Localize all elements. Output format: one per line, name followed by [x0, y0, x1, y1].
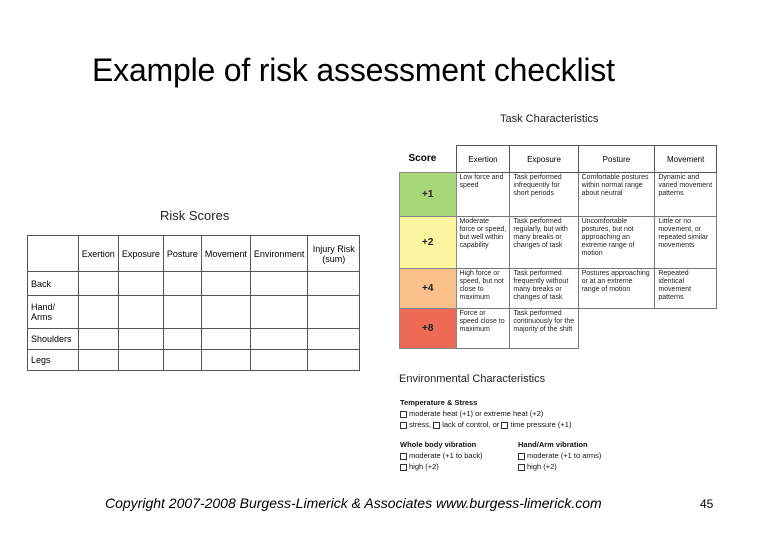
lack-of-control-option: lack of control, or [442, 420, 500, 429]
risk-col-header: Exposure [118, 236, 163, 272]
risk-cell[interactable] [250, 350, 308, 371]
risk-cell[interactable] [250, 329, 308, 350]
score-cell: +4 [400, 269, 457, 309]
task-cell: Moderate force or speed, but well within capability [456, 217, 510, 269]
risk-cell[interactable] [78, 329, 118, 350]
risk-row-label: Legs [28, 350, 79, 371]
risk-row [28, 329, 360, 350]
risk-cell[interactable] [78, 296, 118, 329]
risk-col-header: Posture [163, 236, 201, 272]
task-row [400, 173, 717, 217]
page-number: 45 [700, 497, 714, 511]
task-col-header: Exertion [456, 146, 510, 173]
task-cell: Force or speed close to maximum [456, 309, 510, 349]
environmental-heading: Environmental Characteristics [399, 373, 546, 385]
hav-option: high (+2) [527, 462, 557, 471]
checkbox-icon[interactable] [433, 422, 440, 429]
risk-cell[interactable] [163, 296, 201, 329]
risk-cell[interactable] [78, 350, 118, 371]
risk-cell[interactable] [118, 329, 163, 350]
score-cell: +8 [400, 309, 457, 349]
task-cell: Uncomfortable postures, but not approaching an extreme range of motion [578, 217, 655, 269]
risk-row [28, 350, 360, 371]
task-cell: Low force and speed [456, 173, 510, 217]
task-cell-empty [578, 309, 655, 349]
task-row [400, 217, 717, 269]
risk-row [28, 272, 360, 296]
hav-option: moderate (+1 to arms) [527, 451, 602, 460]
checkbox-icon[interactable] [400, 453, 407, 460]
risk-row-label: Hand/ Arms [28, 296, 79, 329]
score-cell: +2 [400, 217, 457, 269]
risk-row-label: Back [28, 272, 79, 296]
risk-cell[interactable] [201, 329, 250, 350]
task-characteristics-table [399, 145, 717, 349]
copyright-footer: Copyright 2007-2008 Burgess-Limerick & Associates www.burgess-limerick.com [105, 495, 602, 511]
risk-cell[interactable] [118, 296, 163, 329]
task-cell: Repeated identical movement patterns [655, 269, 717, 309]
task-cell: Dynamic and varied movement patterns [655, 173, 717, 217]
task-cell: High force or speed, but not close to maximum [456, 269, 510, 309]
risk-cell[interactable] [308, 272, 360, 296]
checkbox-icon[interactable] [518, 464, 525, 471]
wbv-option: high (+2) [409, 462, 439, 471]
risk-scores-heading: Risk Scores [160, 208, 230, 223]
risk-col-header: Exertion [78, 236, 118, 272]
wbv-option: moderate (+1 to back) [409, 451, 483, 460]
risk-col-header: Movement [201, 236, 250, 272]
stress-option: stress, [409, 420, 432, 429]
risk-col-header: Environment [250, 236, 308, 272]
risk-cell[interactable] [250, 272, 308, 296]
risk-col-header [28, 236, 79, 272]
checkbox-icon[interactable] [400, 411, 407, 418]
risk-scores-table [27, 235, 360, 371]
task-row [400, 269, 717, 309]
whole-body-vibration-title: Whole body vibration [400, 440, 477, 449]
risk-cell[interactable] [308, 329, 360, 350]
checkbox-icon[interactable] [501, 422, 508, 429]
checkbox-icon[interactable] [400, 422, 407, 429]
risk-cell[interactable] [308, 350, 360, 371]
task-cell: Comfortable postures within normal range about neutral [578, 173, 655, 217]
risk-cell[interactable] [163, 329, 201, 350]
task-characteristics-heading: Task Characteristics [500, 113, 599, 125]
checkbox-icon[interactable] [400, 464, 407, 471]
risk-row-label: Shoulders [28, 329, 79, 350]
risk-cell[interactable] [201, 350, 250, 371]
task-cell-empty [655, 309, 717, 349]
slide-title: Example of risk assessment checklist [92, 52, 615, 88]
risk-cell[interactable] [163, 350, 201, 371]
whole-body-vibration-section [400, 439, 483, 472]
time-pressure-option: time pressure (+1) [510, 420, 572, 429]
risk-row [28, 296, 360, 329]
risk-cell[interactable] [201, 296, 250, 329]
score-header: Score [408, 153, 437, 165]
task-cell: Task performed infrequently for short periods [510, 173, 578, 217]
task-cell: Postures approaching or at an extreme range of motion [578, 269, 655, 309]
checkbox-icon[interactable] [518, 453, 525, 460]
task-col-header: Posture [578, 146, 655, 173]
risk-col-header: Injury Risk (sum) [308, 236, 360, 272]
score-cell: +1 [400, 173, 457, 217]
task-cell: Task performed continuously for the majority of the shift [510, 309, 578, 349]
hand-arm-vibration-title: Hand/Arm vibration [518, 440, 588, 449]
risk-cell[interactable] [78, 272, 118, 296]
risk-cell[interactable] [118, 272, 163, 296]
risk-cell[interactable] [250, 296, 308, 329]
task-cell: Task performed frequently without many breaks or changes of task [510, 269, 578, 309]
risk-cell[interactable] [308, 296, 360, 329]
task-col-header: Exposure [510, 146, 578, 173]
hand-arm-vibration-section [518, 439, 601, 472]
task-col-header: Movement [655, 146, 717, 173]
risk-cell[interactable] [118, 350, 163, 371]
temperature-stress-section [400, 397, 571, 430]
risk-cell[interactable] [163, 272, 201, 296]
temperature-stress-title: Temperature & Stress [400, 398, 478, 407]
task-cell: Task performed regularly, but with many breaks or changes of task [510, 217, 578, 269]
task-cell: Little or no movement, or repeated similar movements [655, 217, 717, 269]
temp-option: moderate heat (+1) or extreme heat (+2) [409, 409, 544, 418]
risk-cell[interactable] [201, 272, 250, 296]
task-row [400, 309, 717, 349]
